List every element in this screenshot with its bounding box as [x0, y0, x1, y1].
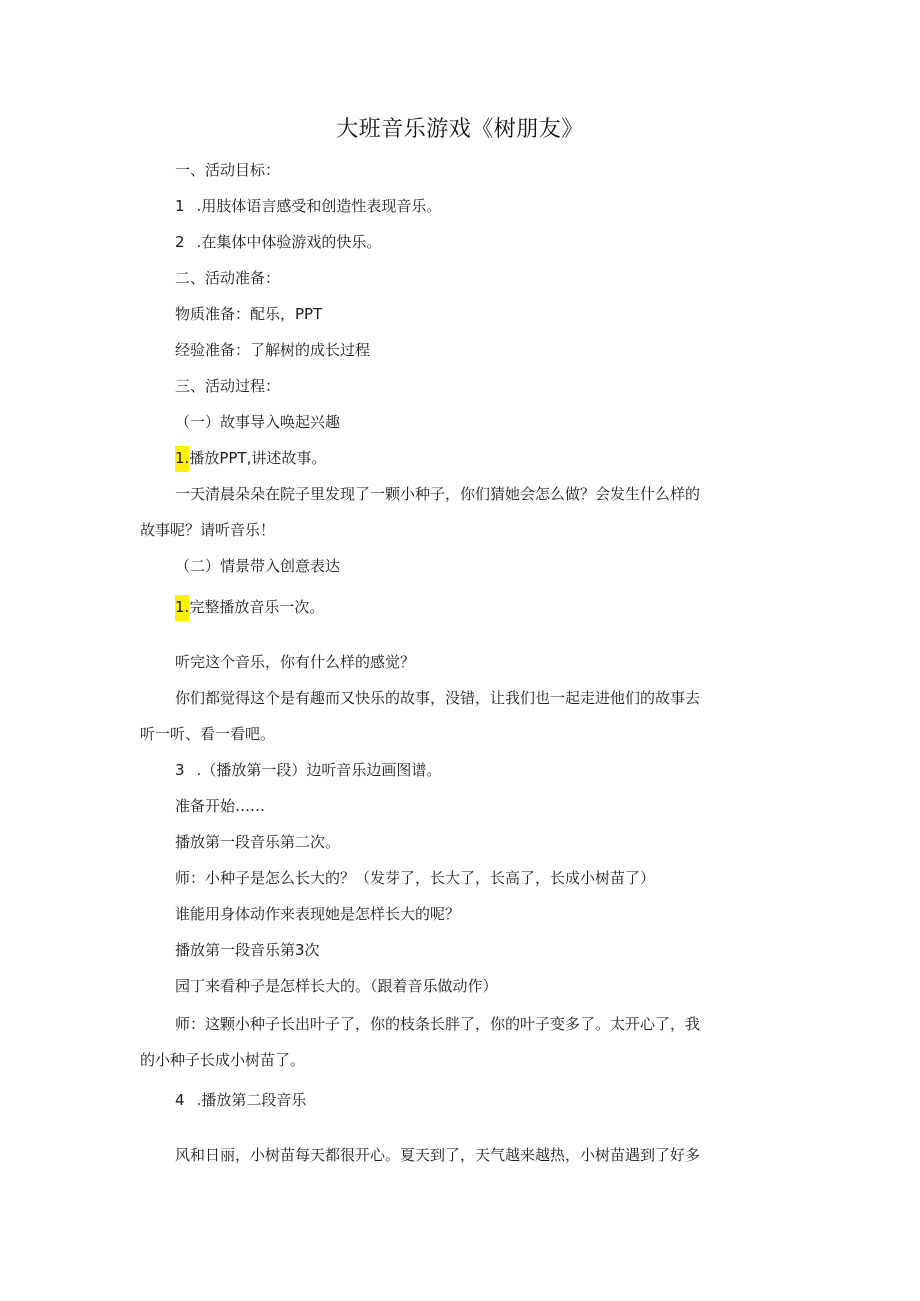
step-3: [175, 760, 441, 780]
material-preparation: 物质准备：配乐，PPT: [175, 305, 323, 323]
experience-preparation: 经验准备：了解树的成长过程: [175, 341, 371, 359]
goal-text: .用肢体语言感受和创造性表现音乐。: [196, 197, 442, 215]
step-text: 播放PPT,讲述故事。: [189, 449, 327, 467]
paragraph-line: 谁能用身体动作来表现她是怎样长大的呢？: [175, 905, 461, 923]
step-text: .（播放第一段）边听音乐边画图谱。: [196, 761, 442, 779]
list-number: 3: [175, 761, 185, 779]
goal-text: .在集体中体验游戏的快乐。: [196, 233, 382, 251]
paragraph-line: 一天清晨朵朵在院子里发现了一颗小种子，你们猜她会怎么做？会发生什么样的: [175, 485, 701, 503]
section-heading-preparation: 二、活动准备：: [175, 269, 281, 287]
step-text: 完整播放音乐一次。: [189, 598, 325, 616]
paragraph-line: 听完这个音乐，你有什么样的感觉？: [175, 653, 416, 671]
step-play-music: [175, 597, 324, 617]
paragraph-line: 你们都觉得这个是有趣而又快乐的故事，没错，让我们也一起走进他们的故事去: [175, 689, 701, 707]
subsection-heading-2: （二）情景带入创意表达: [175, 557, 341, 575]
step-play-ppt: [175, 448, 326, 468]
paragraph-line: 园丁来看种子是怎样长大的。（跟着音乐做动作）: [175, 977, 498, 995]
step-4: [175, 1090, 306, 1110]
paragraph-line: 故事呢？请听音乐！: [140, 521, 276, 539]
paragraph-line: 师：这颗小种子长出叶子了，你的枝条长胖了，你的叶子变多了。太开心了，我: [175, 1015, 701, 1033]
goal-item-1: [175, 196, 441, 216]
goal-item-2: [175, 232, 381, 252]
list-number: 4: [175, 1091, 185, 1109]
document-title: 大班音乐游戏《树朋友》: [336, 117, 584, 142]
paragraph-line: 播放第一段音乐第二次。: [175, 833, 341, 851]
step-text: .播放第二段音乐: [196, 1091, 307, 1109]
section-heading-process: 三、活动过程：: [175, 377, 281, 395]
highlighted-number: 1.: [175, 595, 189, 621]
paragraph-line: 风和日丽，小树苗每天都很开心。夏天到了，天气越来越热，小树苗遇到了好多: [175, 1146, 701, 1164]
section-heading-goals: 一、活动目标：: [175, 161, 281, 179]
paragraph-line: 听一听、看一看吧。: [140, 725, 276, 743]
paragraph-line: 播放第一段音乐第3次: [175, 941, 320, 959]
paragraph-line: 师：小种子是怎么长大的？（发芽了，长大了，长高了，长成小树苗了）: [175, 869, 656, 887]
highlighted-number: 1.: [175, 446, 189, 472]
subsection-heading-1: （一）故事导入唤起兴趣: [175, 413, 341, 431]
paragraph-line: 准备开始……: [175, 797, 266, 815]
list-number: 2: [175, 233, 185, 251]
paragraph-line: 的小种子长成小树苗了。: [140, 1051, 306, 1069]
list-number: 1: [175, 197, 185, 215]
